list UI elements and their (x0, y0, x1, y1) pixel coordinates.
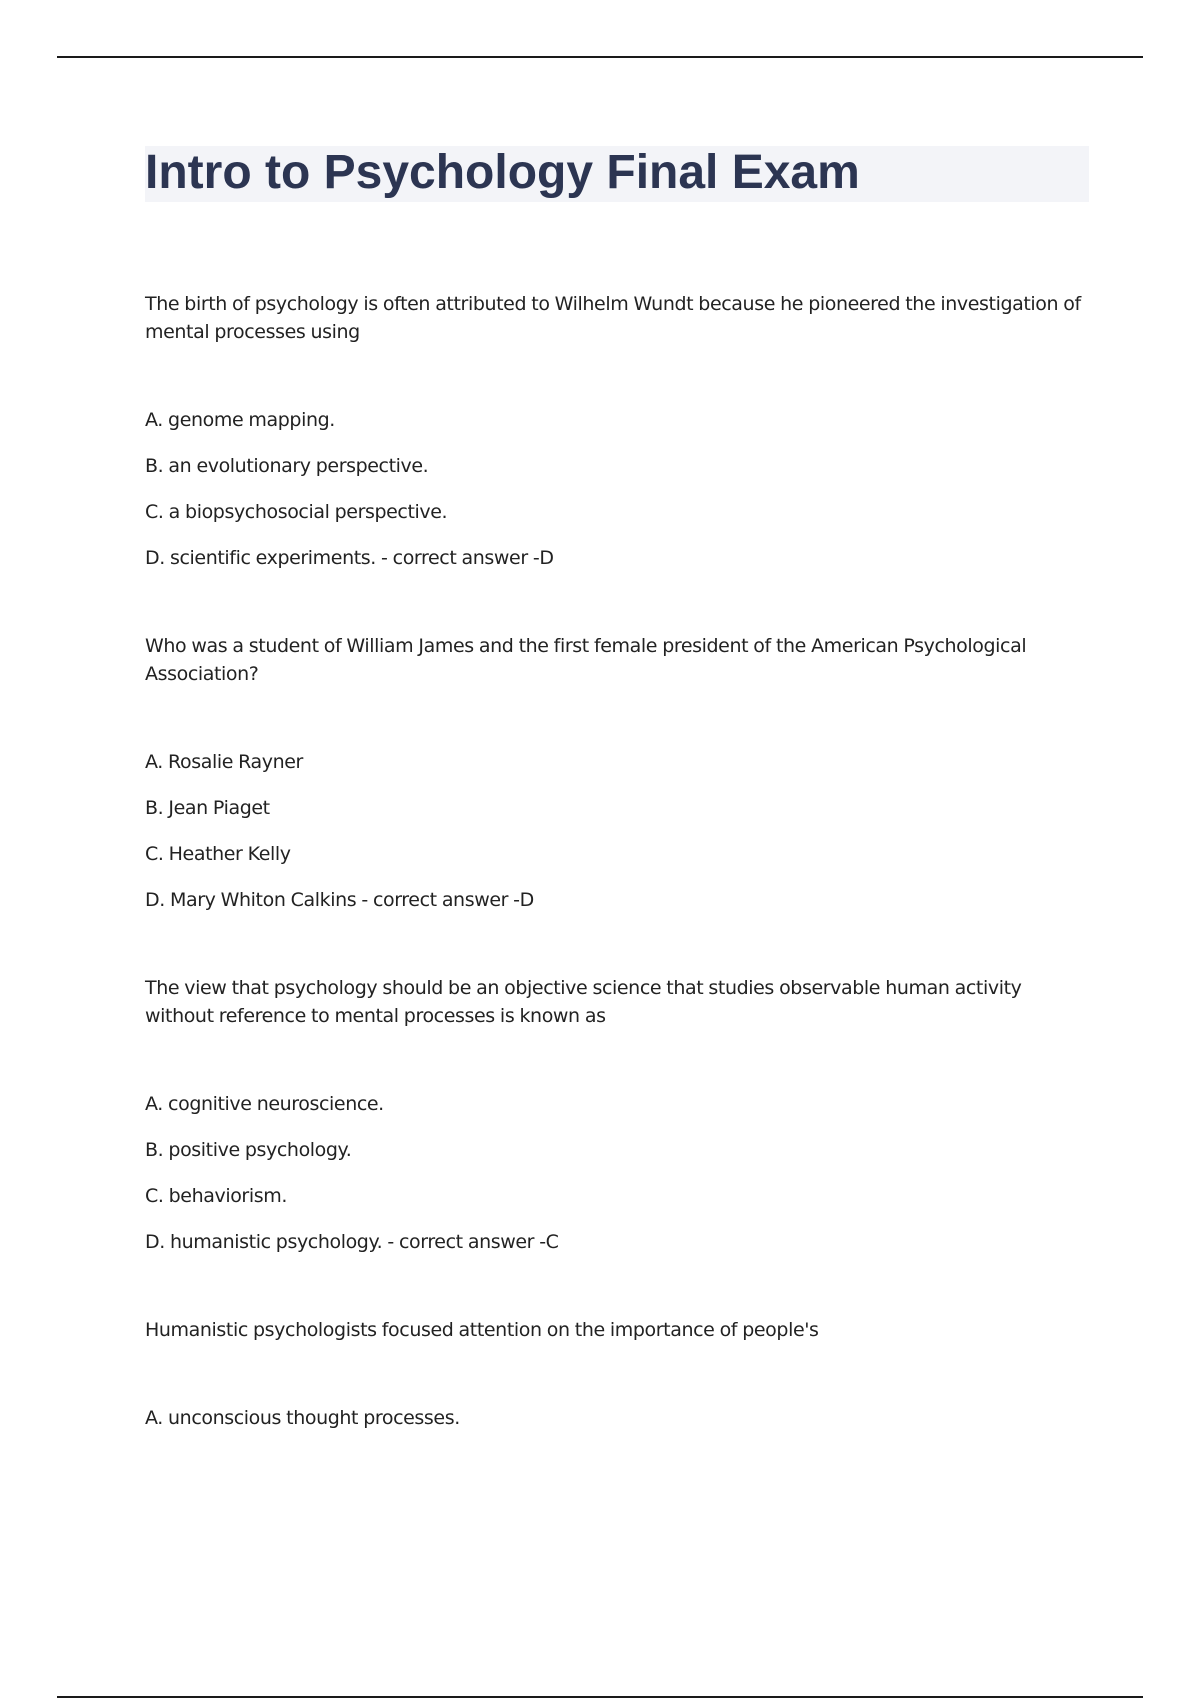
question-block-1 (145, 290, 1090, 572)
answer-option: D. Mary Whiton Calkins - correct answer -D (145, 889, 534, 911)
footer-rule (57, 1696, 1143, 1698)
answer-option: C. behaviorism. (145, 1185, 287, 1207)
answer-options (145, 406, 1090, 572)
answer-options (145, 748, 1090, 914)
header-rule (57, 56, 1143, 58)
answer-option: A. genome mapping. (145, 409, 335, 431)
page-title: Intro to Psychology Final Exam (145, 146, 860, 199)
question-block-4 (145, 1316, 1090, 1432)
question-text: Humanistic psychologists focused attention on the importance of people's (145, 1319, 819, 1341)
question-text: The birth of psychology is often attributed to Wilhelm Wundt because he pioneered the investigation of mental processes using (145, 293, 1081, 343)
answer-option: D. humanistic psychology. - correct answer -C (145, 1231, 559, 1253)
answer-option: A. unconscious thought processes. (145, 1407, 460, 1429)
question-text: The view that psychology should be an objective science that studies observable human activity without reference to mental processes is known as (145, 977, 1022, 1027)
question-block-2 (145, 632, 1090, 914)
answer-option: B. an evolutionary perspective. (145, 455, 429, 477)
answer-option: C. Heather Kelly (145, 843, 291, 865)
answer-option: B. Jean Piaget (145, 797, 270, 819)
question-list (145, 290, 1090, 1492)
answer-option: A. Rosalie Rayner (145, 751, 303, 773)
answer-options (145, 1404, 1090, 1432)
question-text: Who was a student of William James and the first female president of the American Psychological Association? (145, 635, 1027, 685)
answer-options (145, 1090, 1090, 1256)
question-block-3 (145, 974, 1090, 1256)
answer-option: D. scientific experiments. - correct answer -D (145, 547, 554, 569)
answer-option: A. cognitive neuroscience. (145, 1093, 384, 1115)
answer-option: C. a biopsychosocial perspective. (145, 501, 448, 523)
answer-option: B. positive psychology. (145, 1139, 352, 1161)
